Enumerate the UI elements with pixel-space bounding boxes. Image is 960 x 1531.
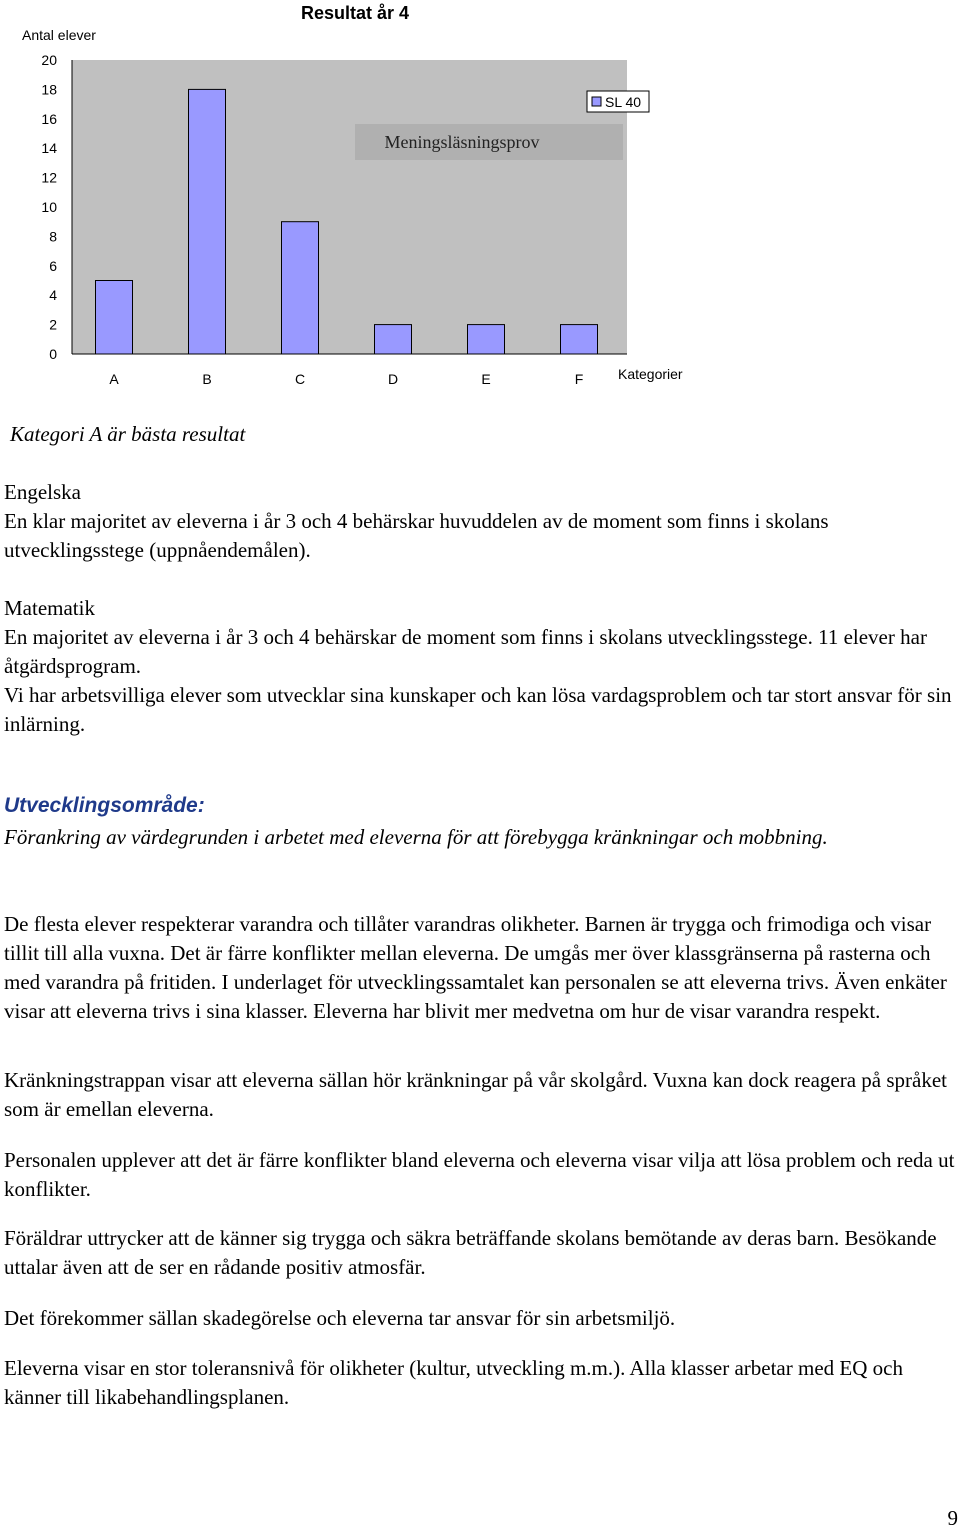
bar-f bbox=[561, 325, 598, 354]
paragraph-krankningstrappan: Kränkningstrappan visar att eleverna sällan hör kränkningar på vår skolgård. Vuxna kan dock reagera på språket som är emellan eleverna. bbox=[4, 1068, 947, 1121]
y-tick-label: 14 bbox=[41, 140, 57, 157]
x-tick-label: D bbox=[387, 371, 399, 387]
y-tick-label: 2 bbox=[49, 316, 57, 333]
page-number: 9 bbox=[947, 1506, 958, 1530]
legend bbox=[587, 91, 649, 112]
bar-chart bbox=[0, 0, 960, 400]
bar-b bbox=[189, 89, 226, 354]
legend-label: SL 40 bbox=[605, 94, 642, 110]
paragraph-personalen: Personalen upplever att det är färre konflikter bland eleverna och eleverna visar vilja att lösa problem och reda ut konflikter. bbox=[4, 1148, 955, 1201]
paragraph-tolerans: Eleverna visar en stor toleransnivå för olikheter (kultur, utveckling m.m.). Alla klasser arbetar med EQ och känner till likabehandlingsplanen. bbox=[4, 1356, 903, 1409]
legend-swatch bbox=[592, 97, 601, 106]
y-tick-label: 20 bbox=[41, 52, 57, 68]
bar-c bbox=[282, 222, 319, 354]
x-tick-label: C bbox=[294, 371, 306, 387]
y-tick-label: 4 bbox=[49, 287, 57, 304]
section-heading: Utvecklingsområde: bbox=[4, 794, 205, 817]
paragraph-skadegorelse: Det förekommer sällan skadegörelse och eleverna tar ansvar för sin arbetsmiljö. bbox=[4, 1306, 676, 1330]
engelska-text: En klar majoritet av eleverna i år 3 och 4 behärskar huvuddelen av de moment som finns i skolans utvecklingsstege (uppnåendemålen). bbox=[4, 509, 829, 562]
x-tick-label: A bbox=[109, 371, 119, 387]
paragraph-foraldrar: Föräldrar uttrycker att de känner sig trygga och säkra beträffande skolans bemötande av deras barn. Besökande uttalar även att de ser en rådande positiv atmosfär. bbox=[4, 1226, 937, 1279]
x-tick-label: E bbox=[481, 371, 491, 387]
section-subtitle: Förankring av värdegrunden i arbetet med eleverna för att förebygga kränkningar och mobbning. bbox=[4, 825, 828, 849]
y-tick-label: 6 bbox=[49, 257, 57, 274]
chart-caption: Kategori A är bästa resultat bbox=[10, 422, 246, 446]
bar-e bbox=[468, 325, 505, 354]
y-tick-label: 0 bbox=[49, 346, 57, 362]
y-tick-label: 10 bbox=[41, 199, 57, 215]
matematik-text: En majoritet av eleverna i år 3 och 4 behärskar de moment som finns i skolans utvecklingsstege. 11 elever har åtgärdsprogram. bbox=[4, 625, 927, 678]
y-axis-label: Antal elever bbox=[22, 27, 96, 43]
x-axis-label: Kategorier bbox=[618, 366, 683, 382]
bar-d bbox=[375, 325, 412, 354]
engelska-title: Engelska bbox=[4, 480, 81, 504]
annotation-text: Meningsläsningsprov bbox=[384, 132, 540, 152]
matematik-text-2: Vi har arbetsvilliga elever som utvecklar sina kunskaper och kan lösa vardagsproblem och tar stort ansvar för sin inlärning. bbox=[4, 683, 952, 736]
bar-a bbox=[96, 281, 133, 355]
plot-area bbox=[72, 60, 627, 354]
y-tick-label: 8 bbox=[49, 228, 57, 245]
x-tick-label: B bbox=[202, 371, 212, 387]
matematik-title: Matematik bbox=[4, 596, 95, 620]
x-tick-label: F bbox=[574, 371, 584, 387]
y-tick-label: 12 bbox=[41, 169, 57, 186]
y-tick-label: 18 bbox=[41, 81, 57, 98]
paragraph-trygghet: De flesta elever respekterar varandra och tillåter varandras olikheter. Barnen är trygga och frimodiga och visar tillit till alla vuxna. Det är färre konflikter mellan eleverna. De umgås mer över klassgränserna på rasterna och med varandra på fritiden. I underlaget för utvecklingssamtalet kan personalen se att eleverna trivs. Även enkäter visar att eleverna trivs i sina klasser. Eleverna har blivit mer medvetna om hur de visar varandra respekt. bbox=[4, 912, 947, 1023]
y-tick-label: 16 bbox=[41, 110, 57, 127]
chart-title: Resultat år 4 bbox=[300, 3, 410, 23]
